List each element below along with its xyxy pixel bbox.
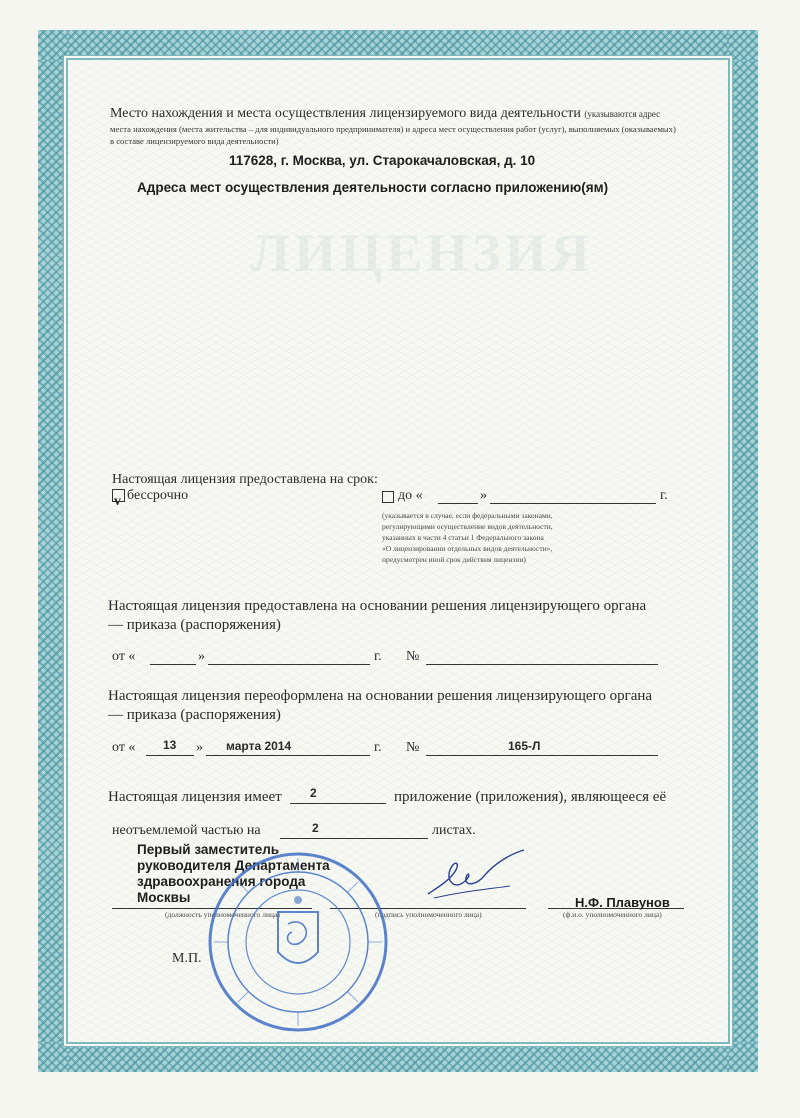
name-caption: (ф.и.о. уполномоченного лица) xyxy=(563,910,662,919)
basis-year: г. xyxy=(374,649,382,664)
term-note-5: предусмотрен иной срок действия лицензии) xyxy=(382,555,526,564)
organization-address: 117628, г. Москва, ул. Старокачаловская, д. 10 xyxy=(229,153,536,168)
reissue-number-line xyxy=(426,755,658,756)
until-year-suffix: г. xyxy=(660,488,668,503)
unlimited-label: бессрочно xyxy=(127,488,189,503)
basis-line2: — приказа (распоряжения) xyxy=(108,617,281,633)
reissue-month-year: марта 2014 xyxy=(226,739,292,753)
reissue-number: 165-Л xyxy=(508,739,541,753)
header-note-line2: места нахождения (места жительства – для индивидуального предпринимателя) и адреса мест осуществления работ (услуг), выполняемых (оказываемых) xyxy=(110,124,676,134)
header-title-note: (указываются адрес xyxy=(584,109,661,119)
watermark-background: ЛИЦЕНЗИЯ xyxy=(250,223,594,283)
position-caption: (должность уполномоченного лица) xyxy=(165,910,280,919)
appendix-sheets: 2 xyxy=(312,821,319,835)
until-quote-close: » xyxy=(480,488,487,503)
reissue-month-line xyxy=(206,755,370,756)
appendix-count: 2 xyxy=(310,786,317,800)
until-checkbox xyxy=(382,491,394,503)
reissue-line2: — приказа (распоряжения) xyxy=(108,707,281,723)
signer-position-line2: руководителя Департамента xyxy=(137,858,330,873)
signature-caption: (подпись уполномоченного лица) xyxy=(375,910,482,919)
term-heading: Настоящая лицензия предоставлена на срок: xyxy=(112,472,378,487)
reissue-day: 13 xyxy=(163,738,177,752)
term-note-4: «О лицензировании отдельных видов деятельности», xyxy=(382,544,553,553)
appendix-line2-prefix: неотъемлемой частью на xyxy=(112,823,261,838)
official-seal-stamp xyxy=(206,850,390,1034)
signer-position-line3: здравоохранения города xyxy=(137,874,306,889)
signer-name: Н.Ф. Плавунов xyxy=(575,895,670,910)
check-mark-icon: v xyxy=(114,494,121,509)
reissue-day-line xyxy=(146,755,194,756)
address-appendix-note: Адреса мест осуществления деятельности согласно приложению(ям) xyxy=(137,180,609,195)
reissue-year: г. xyxy=(374,740,382,755)
reissue-quote-close: » xyxy=(196,740,203,755)
header-note-line3: в составе лицензируемого вида деятельности) xyxy=(110,136,279,146)
until-month-line xyxy=(490,503,656,504)
appendix-line1-suffix: приложение (приложения), являющееся её xyxy=(394,789,667,805)
term-note-2: регулирующими осуществление видов деятельности, xyxy=(382,522,553,531)
reissue-number-sign: № xyxy=(406,740,420,755)
term-note-3: указанных в части 4 статьи 1 Федерального закона xyxy=(382,533,544,542)
handwritten-signature xyxy=(420,846,530,906)
basis-day-line xyxy=(150,664,196,665)
basis-month-line xyxy=(208,664,370,665)
appendix-sheets-line xyxy=(280,838,428,839)
until-prefix: до « xyxy=(398,488,423,503)
header-title: Место нахождения и места осуществления лицензируемого вида деятельности xyxy=(110,106,581,121)
until-day-line xyxy=(438,503,478,504)
basis-quote-close: » xyxy=(198,649,205,664)
appendix-line2-suffix: листах. xyxy=(432,823,476,838)
appendix-count-line xyxy=(290,803,386,804)
basis-from: от « xyxy=(112,649,136,664)
name-line xyxy=(548,908,684,909)
reissue-from: от « xyxy=(112,740,136,755)
header-title-row xyxy=(110,106,660,122)
term-note-1: (указывается в случае, если федеральными законами, xyxy=(382,511,553,520)
basis-line1: Настоящая лицензия предоставлена на основании решения лицензирующего органа xyxy=(108,598,647,614)
basis-number-line xyxy=(426,664,658,665)
signer-position-line1: Первый заместитель xyxy=(137,842,280,857)
signer-position-line4: Москвы xyxy=(137,890,191,905)
reissue-line1: Настоящая лицензия переоформлена на основании решения лицензирующего органа xyxy=(108,688,653,704)
seal-label: М.П. xyxy=(172,951,202,966)
basis-number-sign: № xyxy=(406,649,420,664)
appendix-line1-prefix: Настоящая лицензия имеет xyxy=(108,789,282,805)
